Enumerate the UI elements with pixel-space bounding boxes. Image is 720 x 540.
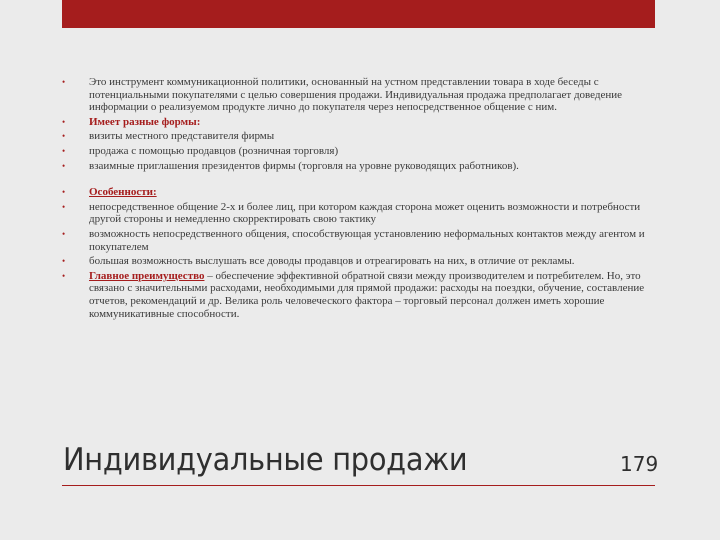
list-item	[62, 116, 662, 129]
bullet-icon: •	[62, 270, 66, 281]
bullet-icon: •	[62, 160, 66, 171]
feature-item-text: непосредственное общение 2-х и более лиц, при котором каждая сторона может оценить возможности и потребности другой стороны и немедленно скорректировать свою тактику	[89, 200, 641, 226]
list-item	[62, 270, 662, 320]
bullet-icon: •	[62, 116, 66, 127]
bullet-icon: •	[62, 256, 66, 267]
list-item	[62, 130, 662, 143]
feature-item-text: возможность непосредственного общения, способствующая установлению неформальных контактов между агентом и покупателем	[89, 227, 645, 253]
bullet-icon: •	[62, 77, 66, 87]
bullet-list-features	[62, 186, 662, 320]
top-accent-band	[62, 0, 655, 28]
main-advantage-label: Главное преимущество	[89, 269, 205, 282]
list-item	[62, 228, 662, 253]
forms-heading: Имеет разные формы:	[89, 115, 201, 128]
features-heading: Особенности:	[89, 186, 157, 199]
form-item-text: взаимные приглашения президентов фирмы (торговля на уровне руководящих работников).	[89, 159, 519, 172]
list-item	[62, 145, 662, 158]
form-item-text: продажа с помощью продавцов (розничная торговля)	[89, 144, 339, 157]
bullet-icon: •	[62, 187, 66, 198]
list-item	[62, 186, 662, 199]
bullet-icon: •	[62, 228, 66, 239]
feature-item-text: большая возможность выслушать все доводы продавцов и отреагировать на них, в отличие от рекламы.	[89, 255, 575, 268]
title-underline-rule	[62, 485, 655, 486]
list-item	[62, 76, 662, 114]
form-item-text: визиты местного представителя фирмы	[89, 130, 275, 143]
list-item	[62, 255, 662, 268]
bullet-icon: •	[62, 201, 66, 212]
slide-body	[62, 76, 662, 322]
definition-text: Это инструмент коммуникационной политики, основанный на устном представлении товара в ходе беседы с потенциальными покупателями с целью совершения продажи. Индивидуальная продажа предполагает доведение информации о реализуемом продукте лично до покупателя через непосредственное общение с ним.	[89, 76, 623, 114]
slide-title: Индивидуальные продажи	[63, 442, 468, 478]
bullet-icon: •	[62, 145, 66, 156]
main-advantage-text: – обеспечение эффективной обратной связи между производителем и потребителем. Но, это связано с значительными расходами, необходимыми для прямой продажи: расходы на поездки, обучение, составление отчетов, рекомендаций и др. Велика роль человеческого фактора – торговый персонал должен иметь хорошие коммуникативные способности.	[89, 269, 645, 320]
list-item	[62, 160, 662, 173]
bullet-icon: •	[62, 131, 66, 142]
list-item	[62, 201, 662, 226]
bullet-list-forms	[62, 76, 662, 172]
page-number: 179	[620, 452, 659, 476]
